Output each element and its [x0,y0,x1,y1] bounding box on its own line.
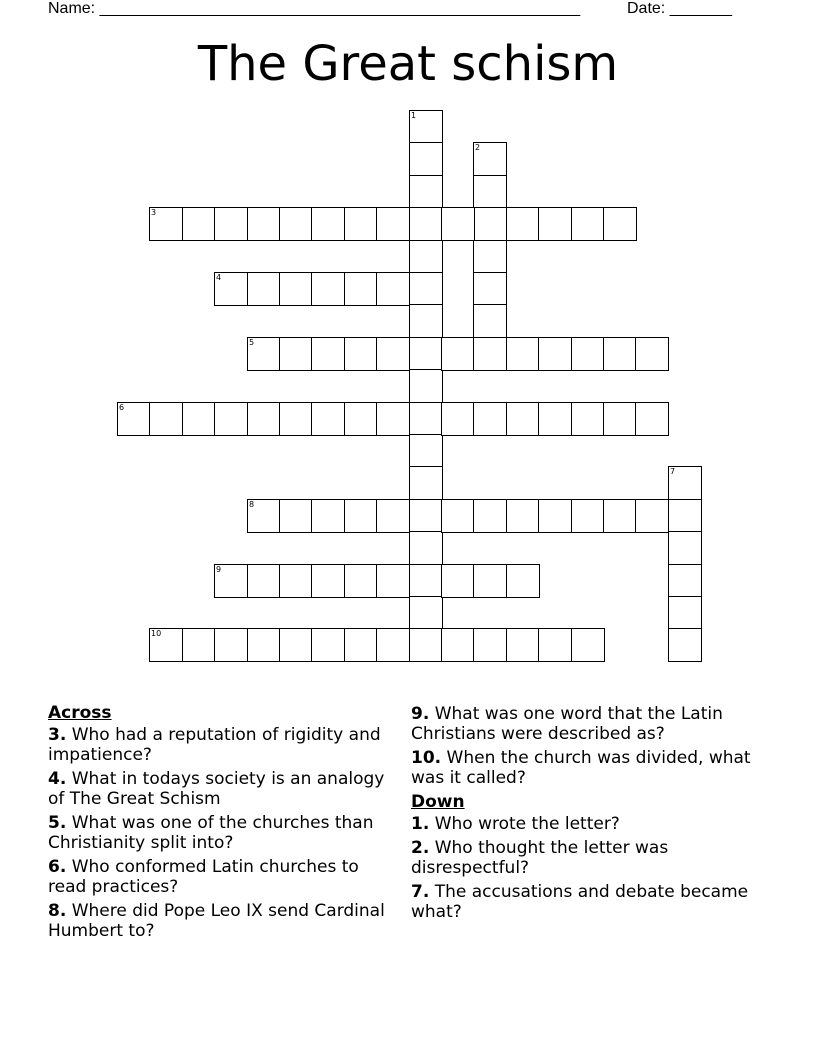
cell-number: 3 [151,208,157,217]
grid-cell[interactable] [668,499,702,533]
grid-cell[interactable] [409,304,443,338]
grid-cell[interactable] [506,564,540,598]
clue-text: Who had a reputation of rigidity and impatience? [48,725,381,765]
grid-cell[interactable] [571,337,605,371]
grid-cell[interactable] [311,564,345,598]
clue-down-2 [411,838,761,878]
cell-number: 6 [119,403,125,412]
grid-cell[interactable] [441,337,475,371]
clue-number: 7. [411,882,430,902]
grid-cell[interactable] [571,207,605,241]
clue-across-3 [48,725,388,765]
grid-cell[interactable] [668,628,702,662]
clue-text: When the church was divided, what was it called? [411,748,751,788]
clue-number: 8. [48,901,67,921]
grid-cell[interactable] [344,499,378,533]
grid-cell[interactable] [506,402,540,436]
clue-number: 3. [48,725,67,745]
grid-cell[interactable] [441,628,475,662]
grid-cell[interactable] [409,337,443,371]
clue-text: Who thought the letter was disrespectful? [411,838,669,878]
grid-cell[interactable] [538,499,572,533]
grid-cell[interactable] [441,402,475,436]
clue-across-4 [48,769,388,809]
grid-cell[interactable] [473,175,507,209]
cell-number: 10 [151,629,162,638]
cell-number: 1 [411,111,417,120]
grid-cell[interactable] [182,402,216,436]
grid-cell[interactable] [571,402,605,436]
cell-number: 2 [475,143,481,152]
grid-cell[interactable] [668,466,702,500]
grid-cell[interactable] [214,628,248,662]
clue-number: 2. [411,838,430,858]
grid-cell[interactable] [149,402,183,436]
grid-cell[interactable] [603,337,637,371]
grid-cell[interactable] [441,207,475,241]
grid-cell[interactable] [247,402,281,436]
cell-number: 7 [670,467,676,476]
grid-cell[interactable] [214,272,248,306]
grid-cell[interactable] [214,402,248,436]
clue-across-10 [411,748,761,788]
grid-cell[interactable] [279,207,313,241]
name-field-label: Name: ______________________________________________________ [48,0,581,17]
clue-text: Who conformed Latin churches to read practices? [48,857,359,897]
grid-cell[interactable] [409,272,443,306]
page-title: The Great schism [197,36,619,92]
grid-cell[interactable] [279,402,313,436]
clue-across-6 [48,857,388,897]
clue-down-7 [411,882,761,922]
grid-cell[interactable] [409,434,443,468]
grid-cell[interactable] [473,240,507,274]
grid-cell[interactable] [409,369,443,403]
grid-cell[interactable] [279,499,313,533]
grid-cell[interactable] [571,628,605,662]
grid-cell[interactable] [506,628,540,662]
grid-cell[interactable] [603,499,637,533]
grid-cell[interactable] [473,207,507,241]
clue-number: 6. [48,857,67,877]
cell-number: 4 [216,273,222,282]
clues-column-right [411,702,761,926]
grid-cell[interactable] [635,499,669,533]
grid-cell[interactable] [668,564,702,598]
grid-cell[interactable] [473,142,507,176]
grid-cell[interactable] [409,564,443,598]
grid-cell[interactable] [311,628,345,662]
grid-cell[interactable] [344,207,378,241]
clues-column-left [48,702,388,945]
clue-text: Where did Pope Leo IX send Cardinal Humbert to? [48,901,385,941]
grid-cell[interactable] [473,564,507,598]
grid-cell[interactable] [538,402,572,436]
grid-cell[interactable] [247,207,281,241]
clue-number: 4. [48,769,67,789]
grid-cell[interactable] [214,564,248,598]
grid-cell[interactable] [311,402,345,436]
grid-cell[interactable] [376,564,410,598]
grid-cell[interactable] [506,207,540,241]
down-heading: Down [411,792,465,812]
cell-number: 5 [249,338,255,347]
grid-cell[interactable] [149,628,183,662]
grid-cell[interactable] [441,564,475,598]
grid-cell[interactable] [409,175,443,209]
grid-cell[interactable] [214,207,248,241]
clue-down-1 [411,814,761,834]
grid-cell[interactable] [376,207,410,241]
grid-cell[interactable] [376,337,410,371]
grid-cell[interactable] [344,402,378,436]
grid-cell[interactable] [149,207,183,241]
grid-cell[interactable] [473,628,507,662]
grid-cell[interactable] [247,499,281,533]
grid-cell[interactable] [344,272,378,306]
grid-cell[interactable] [279,564,313,598]
clue-number: 5. [48,813,67,833]
grid-cell[interactable] [538,337,572,371]
clue-text: The accusations and debate became what? [411,882,749,922]
grid-cell[interactable] [473,402,507,436]
grid-cell[interactable] [538,207,572,241]
grid-cell[interactable] [311,499,345,533]
grid-cell[interactable] [247,628,281,662]
clue-number: 10. [411,748,442,768]
grid-cell[interactable] [571,499,605,533]
grid-cell[interactable] [603,207,637,241]
grid-cell[interactable] [344,564,378,598]
grid-cell[interactable] [311,207,345,241]
grid-cell[interactable] [182,207,216,241]
grid-cell[interactable] [409,240,443,274]
grid-cell[interactable] [409,531,443,565]
grid-cell[interactable] [635,402,669,436]
grid-cell[interactable] [279,272,313,306]
grid-cell[interactable] [409,499,443,533]
grid-cell[interactable] [376,628,410,662]
grid-cell[interactable] [538,628,572,662]
grid-cell[interactable] [344,628,378,662]
grid-cell[interactable] [506,337,540,371]
clue-across-9 [411,704,761,744]
grid-cell[interactable] [344,337,378,371]
grid-cell[interactable] [668,596,702,630]
clue-text: What was one word that the Latin Christians were described as? [411,704,723,744]
clue-text: Who wrote the letter? [434,814,620,834]
grid-cell[interactable] [603,402,637,436]
grid-cell[interactable] [117,402,151,436]
clue-across-8 [48,901,388,941]
grid-cell[interactable] [279,337,313,371]
grid-cell[interactable] [376,272,410,306]
cell-number: 8 [249,500,255,509]
grid-cell[interactable] [247,564,281,598]
clue-number: 1. [411,814,430,834]
grid-cell[interactable] [409,402,443,436]
grid-cell[interactable] [409,207,443,241]
clue-text: What in todays society is an analogy of The Great Schism [48,769,385,809]
grid-cell[interactable] [409,142,443,176]
grid-cell[interactable] [182,628,216,662]
date-field-label: Date: _______ [627,0,732,17]
grid-cell[interactable] [635,337,669,371]
grid-cell[interactable] [311,337,345,371]
grid-cell[interactable] [247,337,281,371]
grid-cell[interactable] [409,596,443,630]
grid-cell[interactable] [473,304,507,338]
grid-cell[interactable] [409,628,443,662]
grid-cell[interactable] [473,272,507,306]
grid-cell[interactable] [279,628,313,662]
grid-cell[interactable] [409,110,443,144]
clue-number: 9. [411,704,430,724]
grid-cell[interactable] [311,272,345,306]
grid-cell[interactable] [506,499,540,533]
cell-number: 9 [216,565,222,574]
across-heading: Across [48,703,112,723]
clue-across-5 [48,813,388,853]
grid-cell[interactable] [473,337,507,371]
grid-cell[interactable] [376,499,410,533]
grid-cell[interactable] [473,499,507,533]
grid-cell[interactable] [376,402,410,436]
grid-cell[interactable] [247,272,281,306]
grid-cell[interactable] [668,531,702,565]
clue-text: What was one of the churches than Christianity split into? [48,813,374,853]
grid-cell[interactable] [441,499,475,533]
grid-cell[interactable] [409,466,443,500]
